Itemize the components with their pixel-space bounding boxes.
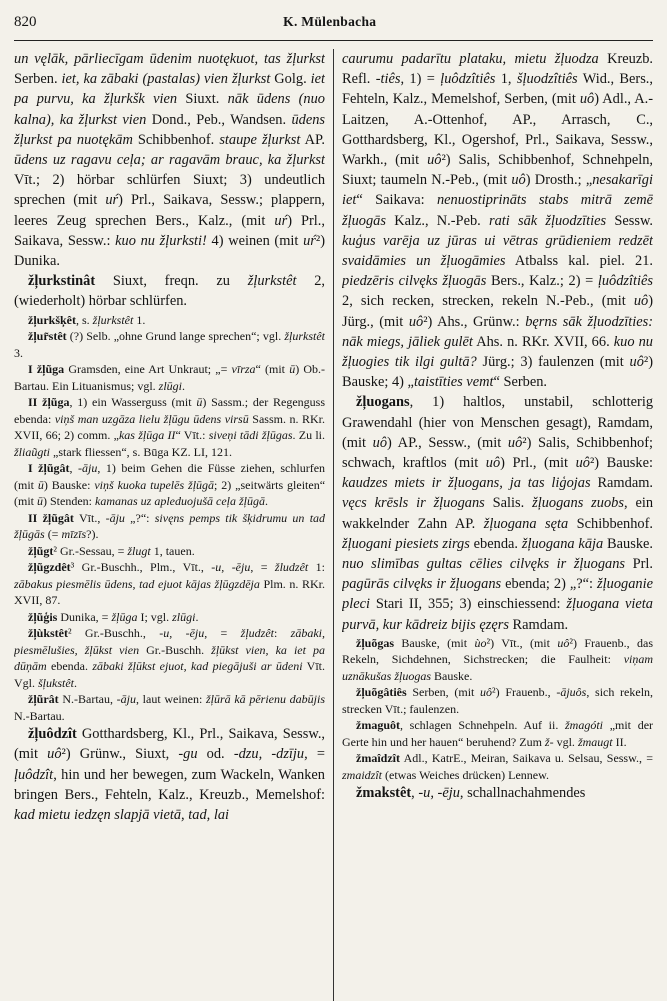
page-number: 820	[14, 14, 37, 30]
headword: žļuôdzît	[28, 726, 77, 743]
column-divider	[333, 49, 334, 1001]
left-column	[14, 49, 325, 1001]
headword: I žļũgât	[28, 461, 70, 476]
dictionary-entry: žļurkstinât Siuxt, freqn. zu žļurkstêt 2, (wiederholt) hörbar schlürfen.	[14, 273, 326, 310]
headword: žļũgt	[28, 543, 54, 558]
headword: žļurkstinât	[28, 273, 96, 290]
headword: žļuõgâtiês	[356, 685, 407, 700]
header-rule	[14, 40, 653, 41]
dictionary-entry: žļuogans, 1) haltlos, unstabil, schlotterig Grawendahl (hier von Menschen gesagt), Ramdam, (mit uô) AP., Sessw., (mit uô²) Salis, Schibbenhof; schwach, kraftlos (mit uô) Prl., (mit uô²) Bauske: kaudzes miets ir žļuogans, ja tas liģojas Ramdam. vęcs krēsls ir žļuogans Salis. žļuogans zuobs, ein wakkelnder Zahn AP. žļuogana sęta Schibbenhof. žļuogani piesiets zirgs ebenda. žļuogana kāja Bauske. nuo slimības gultas cēlies cilvęks ir žļuogans Prl. pagūrās cilvęks ir žļuogans ebenda; 2) „?“: žļuoganie pleci Stari II, 355; 3) einschiessend: žļuogana vieta purvā, kur kādreiz bijis ęzęrs Ramdam.	[342, 394, 654, 633]
page-header	[14, 14, 653, 36]
headword: žļur̃stêt	[28, 329, 67, 344]
headword: žmaguôt	[356, 718, 400, 733]
dictionary-entry: žļũģis Dunika, = žļūga I; vgl. zlūgi.	[28, 609, 199, 624]
headword: II žļũga	[28, 395, 70, 410]
dictionary-entry: un vęlāk, pārliecīgam ūdenim nuotękuot, tas žļurkst Serben. iet, ka zābaki (pastalas) vien žļurkst Golg. iet pa purvu, ka žļurkšk vien Siuxt. nāk ūdens (nuo kalna), ka žļurkst vien Dond., Peb., Wandsen. ūdens žļurkst pa nuotękām Schibbenhof. staupe žļurkst AP. ūdens uz ragavu ceļa; ar ragavām brauc, ka žļurkst Vīt.; 2) hörbar schlürfen Siuxt; 3) undeutlich sprechen (mit uŕ) Prl., Saikava, Sessw.; plappern, leeres Zeug sprechen Bers., Kalz., (mit uŕ) Prl., Saikava, Sessw.: kuo nu žļurksti! 4) weinen (mit uŕ²) Dunika.	[14, 51, 326, 270]
headword: I žļũga	[28, 362, 65, 377]
dictionary-entry: žļuõgâtiês Serben, (mit uô²) Frauenb., -ājuôs, sich rekeln, strecken Vīt.; faulenzen.	[342, 685, 654, 716]
headword: žļũgzdêt	[28, 560, 71, 575]
dictionary-entry: žmakstêt, -u, -ēju, schallnachahmendes	[356, 785, 586, 802]
dictionary-entry: žļuôdzît Gotthardsberg, Kl., Prl., Saikava, Sessw., (mit uô²) Grünw., Siuxt, -gu od. -dzu, -dzīju, = ļuôdzît, hin und her bewegen, zum Wackeln, Wanken bringen Bers., Fehteln, Kalz., Kreuzb., Memelshof: kad mietu iedzęn slapjā vietā, tad, lai	[14, 726, 326, 823]
dictionary-entry: I žļũga Gramsden, eine Art Unkraut; „= vīrza“ (mit ū) Ob.-Bartau. Ein Lituanismus; vgl. zlūgi.	[14, 362, 326, 393]
dictionary-entry: II žļũgât Vīt., -āju „?“: sivęns pemps tik šķidrumu un tad žļūgās (= mīzīs?).	[14, 510, 326, 542]
headword: žļũrât	[28, 692, 59, 707]
dictionary-entry: žļũgzdêt³ Gr.-Buschh., Plm., Vīt., -u, -ēju, = žludzêt 1: zābakus piesmēlis ūdens, tad ejuot kājas žļūgzdēja Plm. n. RKr. XVII, 87.	[14, 560, 325, 608]
dictionary-entry: žmaîdzît Adl., KatrE., Meiran, Saikava u. Selsau, Sessw., = zmaidzît (etwas Weiches drücken) Lennew.	[342, 751, 654, 782]
two-column-body	[14, 49, 653, 1001]
dictionary-entry: žļurkšķêt, s. žļurkstêt 1.	[28, 312, 146, 327]
dictionary-entry: žļùkstêt² Gr.-Buschh., -u, -ēju, = žļudzêt: zābaki, piesmēlušies, žļūkst vien Gr.-Buschh. žļūkst vien, ka iet pa dūņām ebenda. zābaki žļūkst ejuot, kad piegājuši ar ūdeni Vīt. Vgl. šļukstêt.	[14, 626, 326, 690]
right-column	[342, 49, 653, 1001]
dictionary-entry: II žļũga, 1) ein Wasserguss (mit ū) Sassm.; der Regenguss ebenda: viņš man uzgāza lielu žļūgu ūdens virsū Sassm. n. RKr. XVII, 66; 2) comm. „kas žļūga II“ Vīt.: siveņi tādi žļūgas. Zu li. žliaũgti „stark fliessen“, s. Būga KZ. LI, 121.	[14, 395, 326, 459]
running-head-author: K. Mülenbacha	[283, 14, 377, 29]
headword: žmaîdzît	[356, 751, 400, 766]
dictionary-entry: žļũgt² Gr.-Sessau, = žlugt 1, tauen.	[28, 543, 195, 558]
headword: žļuogans	[356, 394, 410, 411]
dictionary-entry: žļũrât N.-Bartau, -āju, laut weinen: žļūrā kā pērienu dabūjis N.-Bartau.	[14, 692, 326, 723]
headword: žļũģis	[28, 609, 58, 624]
headword: žļùkstêt	[28, 626, 68, 641]
headword: žļuõgas	[356, 635, 395, 650]
headword: II žļũgât	[28, 510, 74, 525]
dictionary-entry: žļuõgas Bauske, (mit ùo²) Vīt., (mit uô²) Frauenb., das Rekeln, Sichdehnen, Sichstrecken; die Faulheit: viņam uznākušas žļuogas Bauske.	[342, 635, 654, 683]
headword: žmakstêt	[356, 785, 412, 802]
dictionary-entry: žļur̃stêt (?) Selb. „ohne Grund lange sprechen“; vgl. žļurkstêt 3.	[14, 329, 326, 360]
dictionary-entry: žmaguôt, schlagen Schnehpeln. Auf ii. žmagóti „mit der Gerte hin und her hauen“ beruhend? Zum ž- vgl. žmaugt II.	[342, 718, 654, 749]
dictionary-entry: caurumu padarītu plataku, mietu žļuodza Kreuzb. Refl. -tiês, 1) = ļuôdzîtiês 1, šļuodzîtiês Wid., Bers., Fehteln, Kalz., Memelshof, Serben, (mit uô) Adl., A.-Laitzen, A.-Ottenhof, AP., Arrasch, C., Gotthardsberg, Kl., Ogershof, Prl., Saikava, Sessw., Warkh., (mit uô²) Salis, Schibbenhof, Schnehpeln, Siuxt; taumeln N.-Peb., (mit uô) Drosth.; „nesakarīgi iet“ Saikava: nenuostiprināts stabs mitrā zemē žļuogās Kalz., N.-Peb. rati sāk žļuodzīties Sessw. kuģus varēja uz jūras ui vētras grūdieniem redzēt svaidāmies un žļuogāmies Atbalss kal. piel. 21. piedzēris cilvęks žļuogās Bers., Kalz.; 2) = ļuôdzîtiês 2, sich recken, strecken, rekeln N.-Peb., (mit uô) Jürg., (mit uô²) Ahs., Grünw.: bęrns sāk žļuodzīties: nāk miegs, jāliek gulēt Ahs. n. RKr. XVII, 66. kuo nu žļuogies tik ilgi gultā? Jürg.; 3) faulenzen (mit uô²) Bauske; 4) „taistīties vemt“ Serben.	[342, 51, 654, 391]
headword: žļurkšķêt	[28, 312, 76, 327]
dictionary-entry: I žļũgât, -āju, 1) beim Gehen die Füsse ziehen, schlurfen (mit ū) Bauske: viņš kuoka tupelēs žļūgā; 2) „seitwärts gleiten“ (mit ū) Stenden: kamanas uz apleduojušā ceļa žļūgā.	[14, 461, 326, 509]
